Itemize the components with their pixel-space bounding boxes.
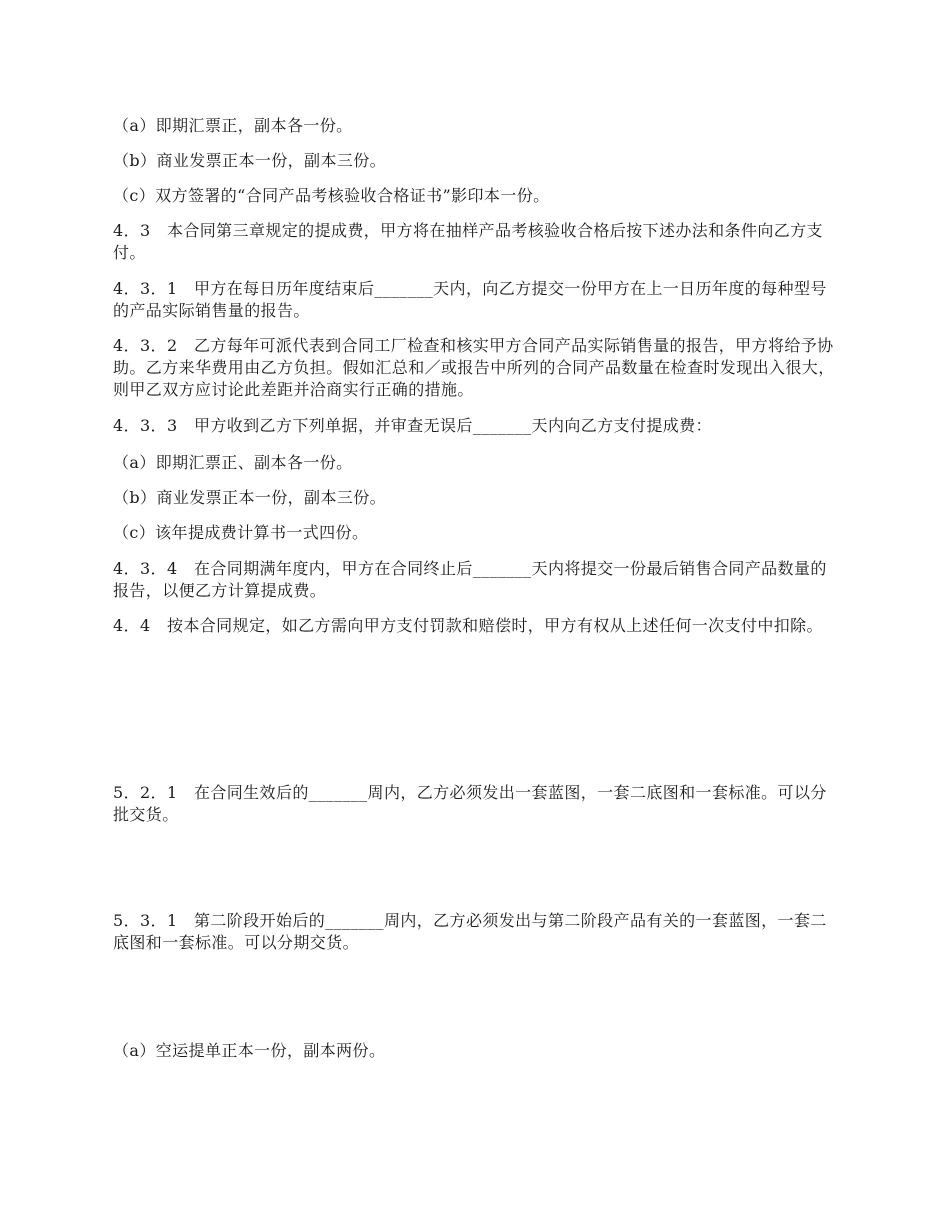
paragraph-royalty-calculation: （c）该年提成费计算书一式四份。 [113, 523, 369, 542]
paragraph-4-3: 4．3 本合同第三章规定的提成费，甲方将在抽样产品考核验收合格后按下述办法和条件向乙方支付。 [113, 221, 823, 262]
paragraph-4-3-1: 4．3．1 甲方在每日历年度结束后_______天内，向乙方提交一份甲方在上一日历年度的每种型号的产品实际销售量的报告。 [113, 279, 827, 320]
paragraph-4-3-3: 4．3．3 甲方收到乙方下列单据，并审查无误后_______天内向乙方支付提成费： [113, 416, 712, 435]
paragraph-4-3-2: 4．3．2 乙方每年可派代表到合同工厂检查和核实甲方合同产品实际销售量的报告，甲方将给予协助。乙方来华费用由乙方负担。假如汇总和／或报告中所列的合同产品数量在检查时发现出入很大，则甲乙双方应讨论此差距并洽商实行正确的措施。 [113, 336, 835, 399]
paragraph-air-waybill: （a）空运提单正本一份，副本两份。 [113, 1041, 386, 1060]
paragraph-commercial-invoice: （b）商业发票正本一份，副本三份。 [113, 151, 387, 170]
paragraph-4-3-4: 4．3．4 在合同期满年度内，甲方在合同终止后_______天内将提交一份最后销售合同产品数量的报告，以便乙方计算提成费。 [113, 559, 827, 600]
paragraph-commercial-invoice-2: （b）商业发票正本一份，副本三份。 [113, 488, 387, 507]
paragraph-draft-copies-2: （a）即期汇票正、副本各一份。 [113, 453, 353, 472]
paragraph-5-3-1: 5．3．1 第二阶段开始后的_______周内，乙方必须发出与第二阶段产品有关的一套蓝图，一套二底图和一套标准。可以分期交货。 [113, 911, 827, 952]
paragraph-5-2-1: 5．2．1 在合同生效后的_______周内，乙方必须发出一套蓝图，一套二底图和一套标准。可以分批交货。 [113, 783, 827, 824]
paragraph-4-4: 4．4 按本合同规定，如乙方需向甲方支付罚款和赔偿时，甲方有权从上述任何一次支付中扣除。 [113, 616, 823, 635]
paragraph-draft-copies: （a）即期汇票正，副本各一份。 [113, 116, 353, 135]
paragraph-acceptance-certificate: （c）双方签署的“合同产品考核验收合格证书”影印本一份。 [113, 186, 550, 205]
